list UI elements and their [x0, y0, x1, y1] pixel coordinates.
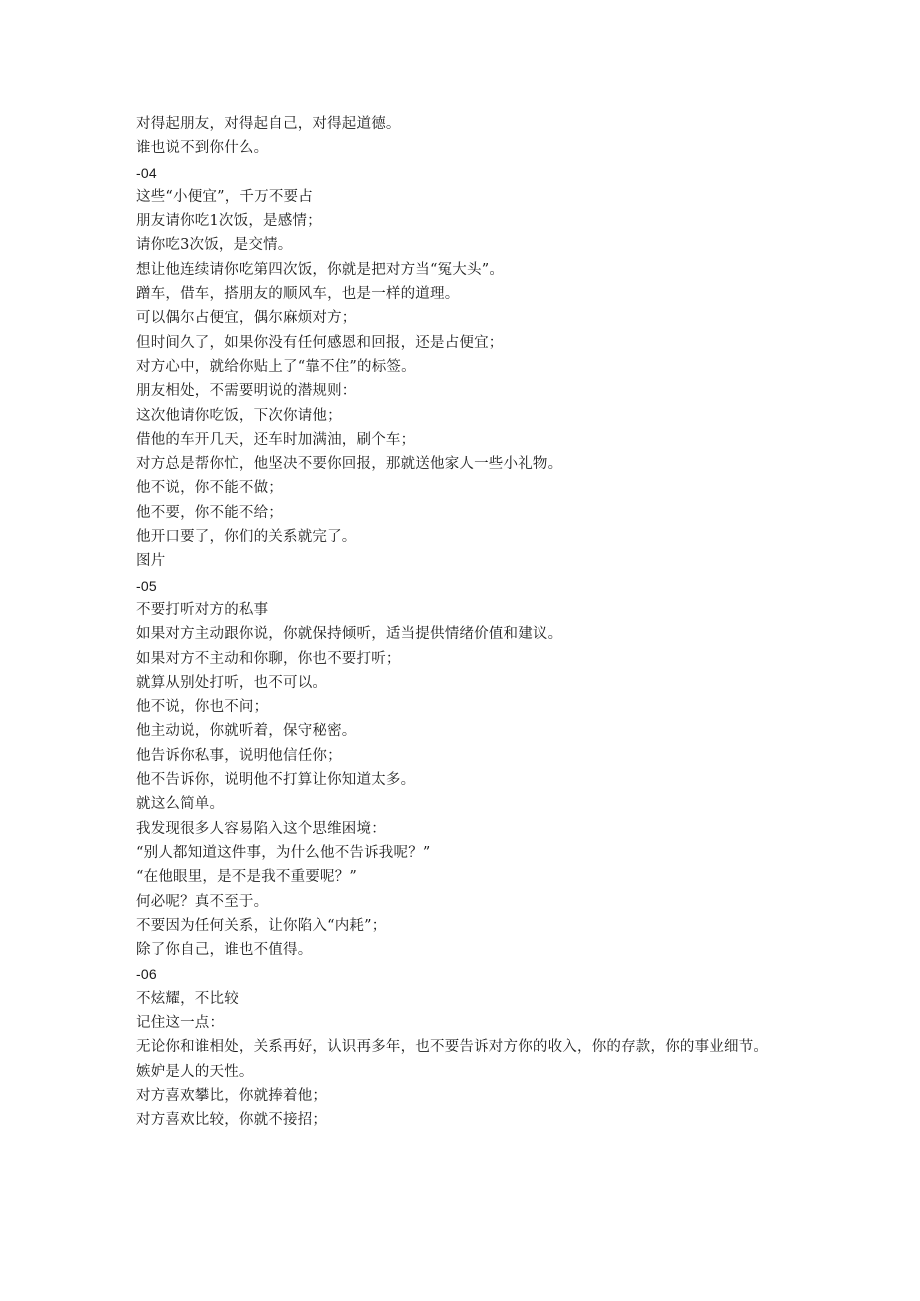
- document-body: [136, 112, 796, 1132]
- text-line: 可以偶尔占便宜，偶尔麻烦对方；: [136, 310, 357, 327]
- text-line: 如果对方不主动和你聊，你也不要打听；: [136, 650, 401, 667]
- text-line: 他不说，你也不问；: [136, 699, 269, 716]
- text-line: 对方总是帮你忙，他坚决不要你回报，那就送他家人一些小礼物。: [136, 456, 563, 473]
- text-line: 我发现很多人容易陷入这个思维困境：: [136, 820, 386, 837]
- text-line: 无论你和谁相处，关系再好，认识再多年，也不要告诉对方你的收入，你的存款，你的事业细节。: [136, 1039, 769, 1056]
- text-line: “别人都知道这件事，为什么他不告诉我呢？”: [136, 844, 431, 861]
- text-line: 不炫耀，不比较: [136, 990, 239, 1007]
- text-line: 他不说，你不能不做；: [136, 480, 283, 497]
- text-line: 想让他连续请你吃第四次饭，你就是把对方当“冤大头”。: [136, 261, 505, 278]
- text-line: 记住这一点：: [136, 1014, 225, 1031]
- text-line: “在他眼里，是不是我不重要呢？”: [136, 869, 358, 886]
- section-number: -06: [136, 966, 157, 983]
- text-line: 他开口要了，你们的关系就完了。: [136, 529, 357, 546]
- text-line: 就算从别处打听，也不可以。: [136, 674, 328, 691]
- text-line: 他告诉你私事，说明他信任你；: [136, 747, 342, 764]
- text-line: 这些“小便宜”，千万不要占: [136, 188, 313, 205]
- section-number: -05: [136, 577, 157, 594]
- text-line: 请你吃3次饭，是交情。: [136, 237, 293, 254]
- text-line: 对方心中，就给你贴上了“靠不住”的标签。: [136, 358, 416, 375]
- text-line: 他主动说，你就听着，保守秘密。: [136, 723, 357, 740]
- text-line: 不要打听对方的私事: [136, 601, 269, 618]
- text-line: 对得起朋友，对得起自己，对得起道德。: [136, 116, 401, 132]
- text-line: 这次他请你吃饭，下次你请他；: [136, 407, 342, 424]
- text-line: 不要因为任何关系，让你陷入“内耗”；: [136, 917, 387, 934]
- text-line: 如果对方主动跟你说，你就保持倾听，适当提供情绪价值和建议。: [136, 626, 563, 643]
- text-line: 对方喜欢比较，你就不接招；: [136, 1112, 328, 1129]
- text-line: 谁也说不到你什么。: [136, 140, 269, 157]
- text-line: 除了你自己，谁也不值得。: [136, 942, 313, 959]
- text-line: 借他的车开几天，还车时加满油，刷个车；: [136, 431, 416, 448]
- text-line: 就这么简单。: [136, 796, 225, 813]
- text-line: 嫉妒是人的天性。: [136, 1063, 254, 1080]
- text-line: 对方喜欢攀比，你就捧着他；: [136, 1087, 328, 1104]
- text-line: 何必呢？真不至于。: [136, 893, 269, 910]
- text-line: 但时间久了，如果你没有任何感恩和回报，还是占便宜；: [136, 334, 504, 351]
- text-line: 他不要，你不能不给；: [136, 504, 283, 521]
- text-line: 蹭车，借车，搭朋友的顺风车，也是一样的道理。: [136, 286, 460, 303]
- text-line: 朋友请你吃1次饭，是感情；: [136, 213, 322, 230]
- text-line: 图片: [136, 553, 166, 570]
- section-number: -04: [136, 164, 157, 181]
- text-line: 他不告诉你，说明他不打算让你知道太多。: [136, 772, 416, 789]
- text-line: 朋友相处，不需要明说的潜规则：: [136, 383, 357, 400]
